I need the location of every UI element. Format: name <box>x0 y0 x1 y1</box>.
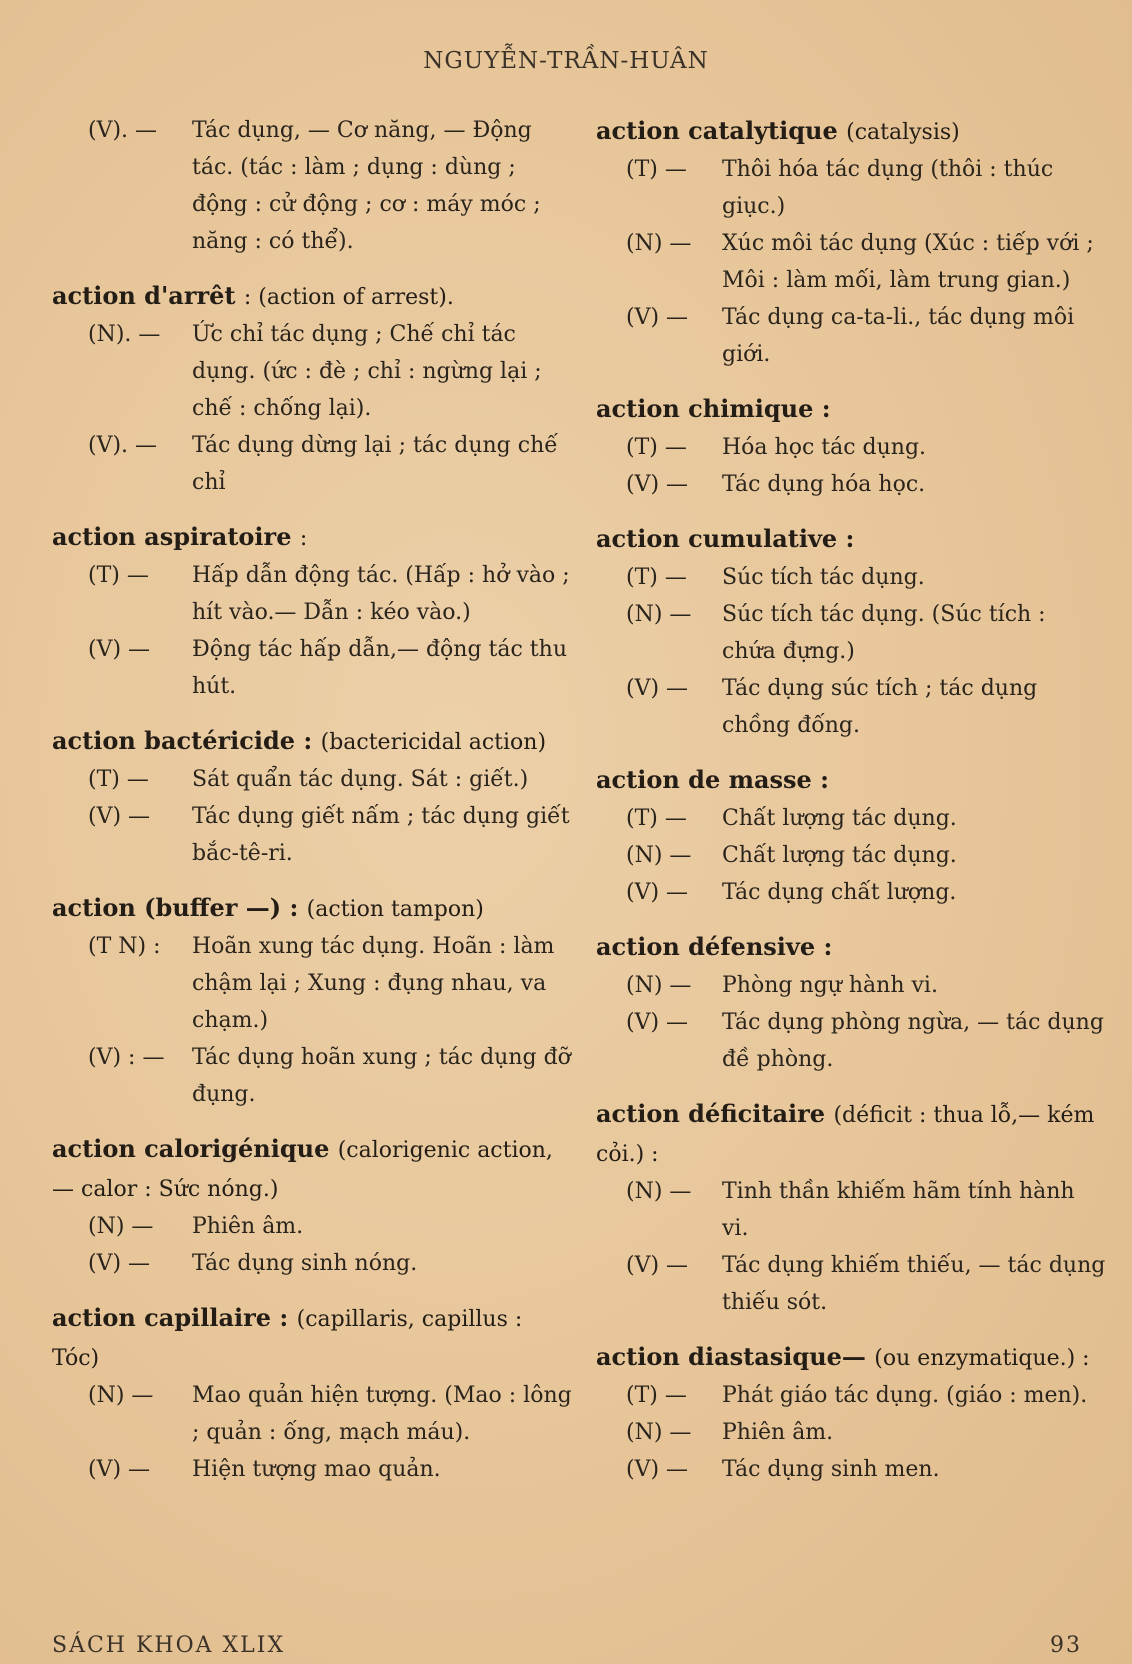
page-number: 93 <box>1050 1633 1082 1658</box>
headword-text: action d'arrêt <box>52 281 236 310</box>
sense-line <box>596 1173 1106 1247</box>
sense-line <box>52 1208 572 1245</box>
sense-text: Động tác hấp dẫn,— động tác thu hút. <box>192 637 567 699</box>
dictionary-entry <box>596 520 1106 744</box>
sense-text: Tác dụng, — Cơ năng, — Động tác. (tác : làm ; dụng : dùng ; động : cử động ; cơ : máy móc ; năng : có thể). <box>192 118 541 254</box>
sense-line <box>52 1245 572 1282</box>
sense-tag: (T) — <box>626 435 687 460</box>
sense-text: Xúc môi tác dụng (Xúc : tiếp với ; Môi : làm mối, làm trung gian.) <box>722 231 1094 293</box>
sense-line <box>52 761 572 798</box>
entry-headword <box>52 1299 572 1377</box>
entry-headword <box>52 1130 572 1208</box>
entry-headword <box>52 889 572 928</box>
sense-text: Tác dụng chất lượng. <box>722 880 957 905</box>
sense-text: Tác dụng ca-ta-li., tác dụng môi giới. <box>722 305 1075 367</box>
sense-text: Phiên âm. <box>722 1420 834 1445</box>
sense-tag: (T N) : <box>88 934 161 959</box>
sense-line <box>52 557 572 631</box>
headword-gloss: : <box>299 526 308 551</box>
sense-tag: (V) — <box>626 1457 689 1482</box>
sense-line <box>596 429 1106 466</box>
sense-line <box>596 1247 1106 1321</box>
sense-tag: (V) — <box>88 637 151 662</box>
footer-publication: SÁCH KHOA XLIX <box>52 1633 286 1658</box>
entry-headword <box>52 722 572 761</box>
headword-text: action défensive : <box>596 932 833 961</box>
dictionary-entry <box>52 112 572 260</box>
sense-text: Chất lượng tác dụng. <box>722 806 957 831</box>
sense-text: Tác dụng hóa học. <box>722 472 926 497</box>
sense-tag: (V) — <box>626 1010 689 1035</box>
sense-line <box>596 596 1106 670</box>
dictionary-entry <box>52 1299 572 1488</box>
headword-gloss: (capillaris, capillus : Tóc) <box>52 1307 523 1371</box>
sense-line <box>596 1004 1106 1078</box>
sense-text: Chất lượng tác dụng. <box>722 843 957 868</box>
entry-headword <box>596 112 1106 151</box>
headword-gloss: (déficit : thua lỗ,— kém cỏi.) : <box>596 1103 1095 1167</box>
headword-gloss: (bactericidal action) <box>320 730 547 755</box>
entry-headword <box>596 520 1106 559</box>
headword-text: action (buffer —) : <box>52 893 299 922</box>
headword-text: action calorigénique <box>52 1134 330 1163</box>
right-column <box>596 112 1106 1505</box>
sense-text: Tác dụng hoãn xung ; tác dụng đỡ đụng. <box>192 1045 571 1107</box>
headword-text: action diastasique— <box>596 1342 866 1371</box>
sense-text: Phòng ngự hành vi. <box>722 973 938 998</box>
dictionary-entry <box>52 722 572 872</box>
dictionary-entry <box>596 928 1106 1078</box>
sense-text: Hấp dẫn động tác. (Hấp : hở vào ; hít vào.— Dẫn : kéo vào.) <box>192 563 570 625</box>
entry-headword <box>596 1338 1106 1377</box>
sense-tag: (T) — <box>626 565 687 590</box>
dictionary-entry <box>596 390 1106 503</box>
sense-tag: (T) — <box>626 157 687 182</box>
entry-headword <box>52 277 572 316</box>
sense-tag: (V) — <box>88 804 151 829</box>
sense-text: Phiên âm. <box>192 1214 304 1239</box>
sense-line <box>596 151 1106 225</box>
sense-text: Hoãn xung tác dụng. Hoãn : làm chậm lại ; Xung : đụng nhau, va chạm.) <box>192 934 555 1033</box>
headword-gloss: (calorigenic action, — calor : Sức nóng.) <box>52 1138 553 1202</box>
sense-tag: (V) — <box>626 1253 689 1278</box>
sense-tag: (N) — <box>626 973 692 998</box>
dictionary-entry <box>52 277 572 501</box>
headword-text: action chimique : <box>596 394 831 423</box>
sense-line <box>52 1377 572 1451</box>
dictionary-entry <box>596 761 1106 911</box>
headword-text: action cumulative : <box>596 524 855 553</box>
headword-gloss: (catalysis) <box>846 120 960 145</box>
sense-text: Mao quản hiện tượng. (Mao : lông ; quản : ống, mạch máu). <box>192 1383 572 1445</box>
headword-text: action aspiratoire <box>52 522 292 551</box>
sense-line <box>596 225 1106 299</box>
sense-line <box>596 874 1106 911</box>
sense-line <box>52 1039 572 1113</box>
sense-line <box>596 299 1106 373</box>
entry-headword <box>52 518 572 557</box>
dictionary-entry <box>596 112 1106 373</box>
sense-line <box>596 559 1106 596</box>
sense-text: Hiện tượng mao quản. <box>192 1457 441 1482</box>
sense-line <box>52 427 572 501</box>
sense-tag: (N) — <box>88 1383 154 1408</box>
sense-tag: (V) — <box>88 1457 151 1482</box>
sense-text: Sát quẩn tác dụng. Sát : giết.) <box>192 767 529 792</box>
sense-line <box>52 112 572 260</box>
sense-line <box>52 316 572 427</box>
sense-tag: (V) — <box>626 472 689 497</box>
sense-tag: (N) — <box>626 231 692 256</box>
sense-tag: (V) — <box>626 305 689 330</box>
entry-headword <box>596 928 1106 967</box>
sense-text: Phát giáo tác dụng. (giáo : men). <box>722 1383 1088 1408</box>
headword-gloss: (action tampon) <box>306 897 484 922</box>
sense-line <box>596 967 1106 1004</box>
headword-text: action catalytique <box>596 116 838 145</box>
sense-text: Thôi hóa tác dụng (thôi : thúc giục.) <box>722 157 1054 219</box>
entry-headword <box>596 761 1106 800</box>
headword-text: action de masse : <box>596 765 830 794</box>
dictionary-entry <box>52 518 572 705</box>
sense-tag: (V) — <box>626 676 689 701</box>
entry-headword <box>596 390 1106 429</box>
headword-text: action capillaire : <box>52 1303 289 1332</box>
sense-tag: (T) — <box>626 806 687 831</box>
sense-tag: (V). — <box>88 118 158 143</box>
sense-text: Tác dụng sinh men. <box>722 1457 940 1482</box>
sense-tag: (N) — <box>626 843 692 868</box>
sense-line <box>596 1451 1106 1488</box>
sense-tag: (T) — <box>626 1383 687 1408</box>
dictionary-entry <box>596 1095 1106 1321</box>
sense-tag: (N) — <box>626 1179 692 1204</box>
dictionary-entry <box>52 1130 572 1282</box>
sense-line <box>596 837 1106 874</box>
left-column <box>52 112 572 1505</box>
sense-tag: (N) — <box>626 602 692 627</box>
sense-tag: (V). — <box>88 433 158 458</box>
sense-line <box>596 1377 1106 1414</box>
sense-tag: (V) — <box>626 880 689 905</box>
sense-tag: (T) — <box>88 767 149 792</box>
sense-tag: (N). — <box>88 322 161 347</box>
sense-text: Súc tích tác dụng. <box>722 565 925 590</box>
sense-tag: (N) — <box>626 1420 692 1445</box>
running-head: NGUYỄN-TRẦN-HUÂN <box>423 48 709 74</box>
sense-text: Tác dụng sinh nóng. <box>192 1251 418 1276</box>
entry-headword <box>596 1095 1106 1173</box>
sense-line <box>596 800 1106 837</box>
headword-text: action bactéricide : <box>52 726 313 755</box>
sense-text: Tác dụng súc tích ; tác dụng chồng đống. <box>722 676 1038 738</box>
page-footer <box>52 1633 1082 1658</box>
sense-text: Tác dụng dừng lại ; tác dụng chế chỉ <box>192 433 558 495</box>
sense-text: Hóa học tác dụng. <box>722 435 927 460</box>
sense-line <box>596 670 1106 744</box>
sense-tag: (N) — <box>88 1214 154 1239</box>
sense-tag: (V) — <box>88 1251 151 1276</box>
headword-gloss: : (action of arrest). <box>243 285 454 310</box>
sense-line <box>52 928 572 1039</box>
sense-line <box>52 1451 572 1488</box>
sense-text: Ức chỉ tác dụng ; Chế chỉ tác dụng. (ức : đè ; chỉ : ngừng lại ; chế : chống lại). <box>192 322 542 421</box>
dictionary-entry <box>52 889 572 1113</box>
sense-text: Tinh thần khiếm hãm tính hành vi. <box>722 1179 1075 1241</box>
sense-line <box>52 798 572 872</box>
sense-tag: (V) : — <box>88 1045 165 1070</box>
headword-text: action déficitaire <box>596 1099 826 1128</box>
sense-text: Tác dụng phòng ngừa, — tác dụng đề phòng. <box>722 1010 1104 1072</box>
sense-line <box>52 631 572 705</box>
sense-text: Tác dụng khiếm thiếu, — tác dụng thiếu sót. <box>722 1253 1106 1315</box>
dictionary-entry <box>596 1338 1106 1488</box>
sense-line <box>596 466 1106 503</box>
sense-text: Tác dụng giết nấm ; tác dụng giết bắc-tê-ri. <box>192 804 570 866</box>
sense-tag: (T) — <box>88 563 149 588</box>
sense-line <box>596 1414 1106 1451</box>
sense-text: Súc tích tác dụng. (Súc tích : chứa đựng.) <box>722 602 1046 664</box>
headword-gloss: (ou enzymatique.) : <box>874 1346 1090 1371</box>
